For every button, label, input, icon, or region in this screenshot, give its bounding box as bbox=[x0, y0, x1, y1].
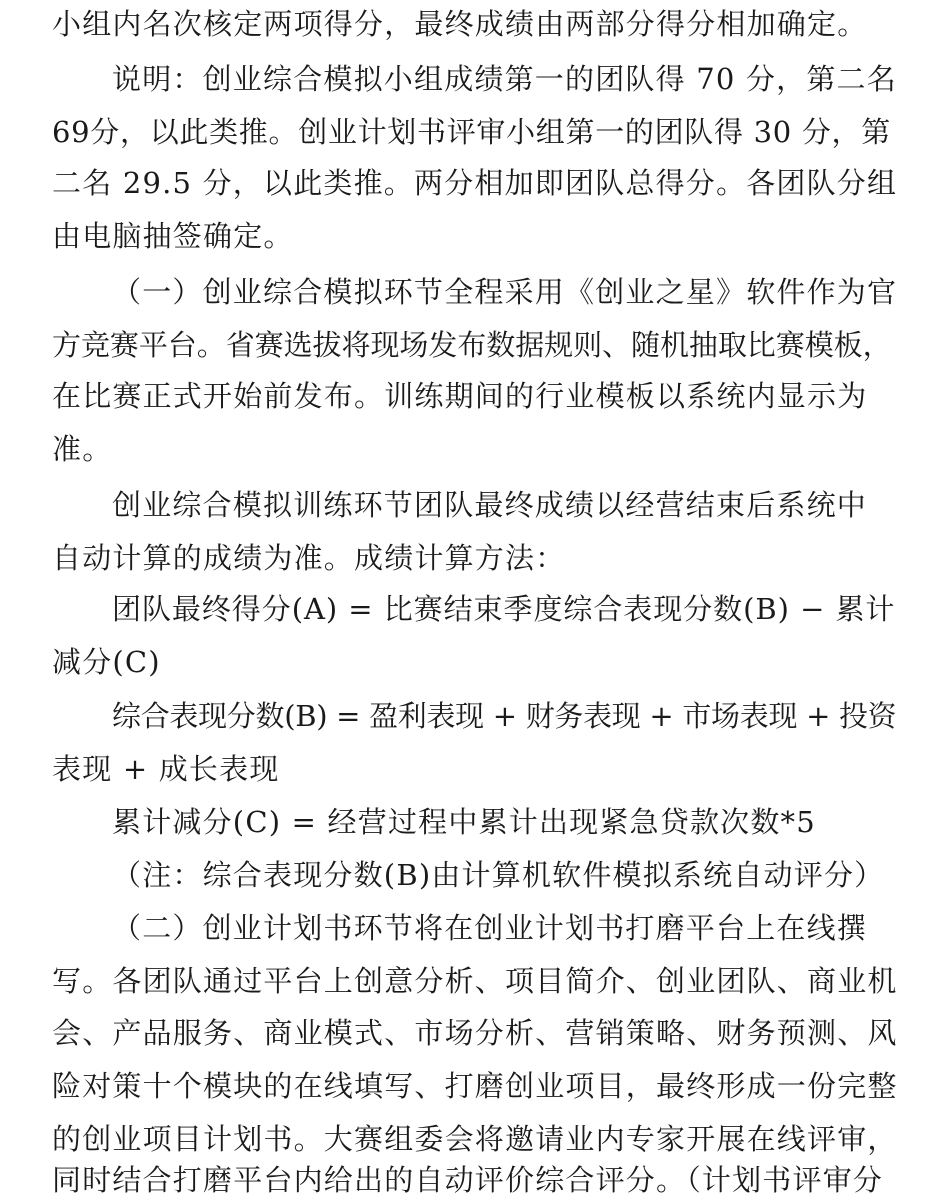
text-line: 准。 bbox=[52, 432, 113, 466]
text-line: 险对策十个模块的在线填写、打磨创业项目，最终形成一份完整 bbox=[52, 1069, 898, 1103]
text-line: 累计减分(C) = 经营过程中累计出现紧急贷款次数*5 bbox=[112, 805, 816, 839]
text-line: 创业综合模拟训练环节团队最终成绩以经营结束后系统中 bbox=[112, 488, 868, 522]
text-line: 减分(C) bbox=[52, 645, 161, 679]
text-line: （二）创业计划书环节将在创业计划书打磨平台上在线撰 bbox=[112, 911, 868, 945]
text-line: 团队最终得分(A) = 比赛结束季度综合表现分数(B) − 累计 bbox=[112, 592, 896, 626]
text-line: 写。各团队通过平台上创意分析、项目简介、创业团队、商业机 bbox=[52, 964, 898, 998]
text-line: 二名 29.5 分，以此类推。两分相加即团队总得分。各团队分组 bbox=[52, 166, 898, 200]
text-line: 同时结合打磨平台内给出的自动评价综合评分。（计划书评审分 bbox=[52, 1163, 884, 1197]
text-line: 在比赛正式开始前发布。训练期间的行业模板以系统内显示为 bbox=[52, 379, 868, 413]
text-line: 小组内名次核定两项得分，最终成绩由两部分得分相加确定。 bbox=[52, 7, 868, 41]
text-line: 69分，以此类推。创业计划书评审小组第一的团队得 30 分，第 bbox=[52, 115, 891, 149]
text-line: 自动计算的成绩为准。成绩计算方法： bbox=[52, 541, 566, 575]
text-line: 说明：创业综合模拟小组成绩第一的团队得 70 分，第二名 bbox=[112, 62, 897, 96]
text-line: 方竞赛平台。省赛选拔将现场发布数据规则、随机抽取比赛模板， bbox=[52, 328, 892, 362]
text-line: （注：综合表现分数(B)由计算机软件模拟系统自动评分） bbox=[112, 858, 885, 892]
text-line: 综合表现分数(B) = 盈利表现 + 财务表现 + 市场表现 + 投资 bbox=[112, 699, 897, 733]
text-line: （一）创业综合模拟环节全程采用《创业之星》软件作为官 bbox=[112, 275, 898, 309]
text-line: 的创业项目计划书。大赛组委会将邀请业内专家开展在线评审， bbox=[52, 1122, 898, 1156]
text-line: 会、产品服务、商业模式、市场分析、营销策略、财务预测、风 bbox=[52, 1016, 898, 1050]
text-line: 表现 + 成长表现 bbox=[52, 752, 280, 786]
text-line: 由电脑抽签确定。 bbox=[52, 219, 294, 253]
